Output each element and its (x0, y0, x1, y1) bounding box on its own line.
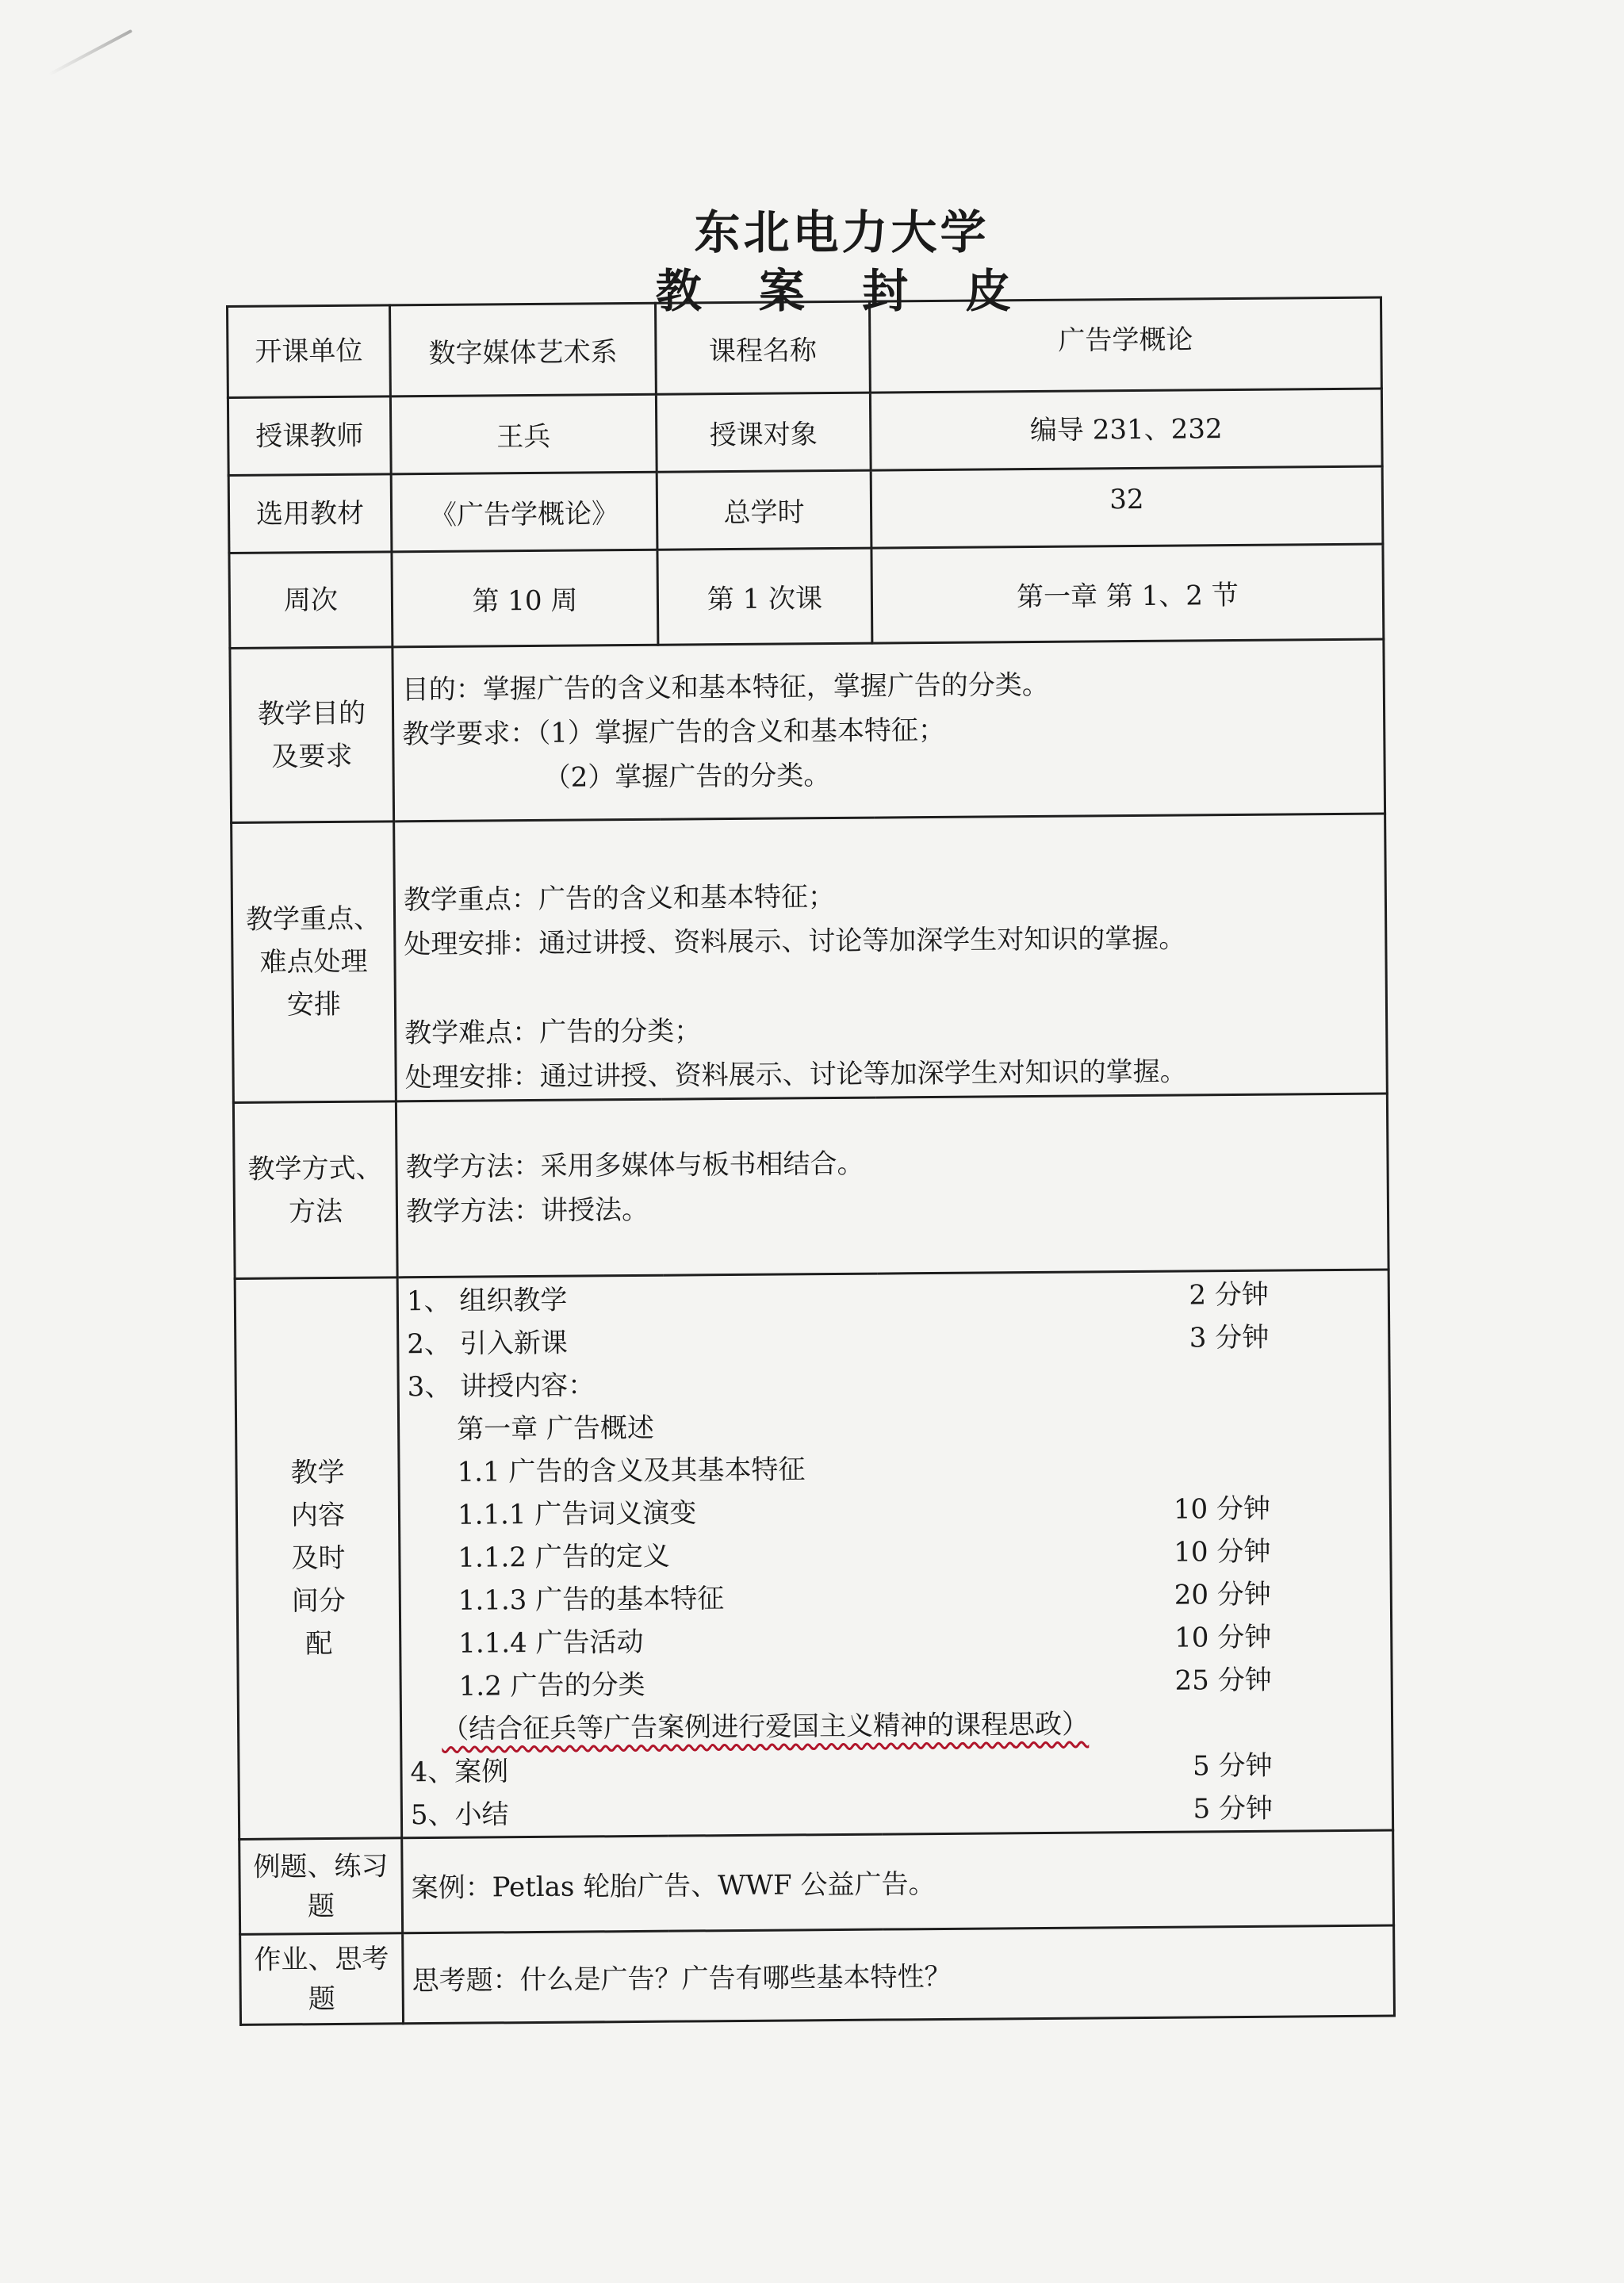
row-methods (233, 1094, 1388, 1278)
row-homework (240, 1925, 1395, 2024)
homework-content: 思考题：什么是广告？广告有哪些基本特性？ (403, 1925, 1395, 2024)
audience-value: 编导 231、232 (870, 389, 1382, 470)
schedule-item-text: 1.1.3 广告的基本特征 (458, 1583, 725, 1617)
hours-value: 32 (871, 466, 1383, 548)
examples-label-line: 例题、练习 (253, 1849, 389, 1883)
schedule-item (409, 1572, 1382, 1623)
key-point-line: 教学难点：广告的分类； (404, 1015, 702, 1050)
schedule-item-text: 5、小结 (410, 1798, 509, 1832)
objectives-label-line: 及要求 (271, 740, 353, 773)
content-label-line: 间分 (291, 1584, 346, 1618)
row-content (235, 1270, 1393, 1839)
ideology-annotation: （结合征兵等广告案例进行爱国主义精神的课程思政） (441, 1708, 1090, 1745)
schedule-item-time (1161, 1732, 1272, 1733)
content-label-line: 配 (305, 1627, 333, 1661)
schedule-item-text: 2、 引入新课 (407, 1327, 568, 1361)
hours-label: 总学时 (657, 470, 871, 550)
key-point-line: 处理安排：通过讲授、资料展示、讨论等加深学生对知识的掌握。 (404, 922, 1186, 961)
row-department (228, 297, 1382, 397)
schedule-item (408, 1358, 1381, 1409)
course-label: 课程名称 (655, 301, 870, 394)
schedule-item-text: 1.2 广告的分类 (458, 1668, 645, 1703)
textbook-value: 《广告学概论》 (391, 472, 657, 552)
objectives-content (393, 639, 1385, 822)
method-line: 教学方法：采用多媒体与板书相结合。 (405, 1147, 864, 1183)
row-teacher (228, 389, 1382, 475)
schedule-item-time (1159, 1432, 1270, 1433)
objective-line: 教学要求：（1）掌握广告的含义和基本特征； (402, 714, 946, 750)
schedule-item-time: 5 分钟 (1193, 1792, 1274, 1825)
examples-label-line: 题 (307, 1890, 335, 1922)
key-points-label-line: 安排 (286, 988, 342, 1021)
objective-line: 目的：掌握广告的含义和基本特征，掌握广告的分类。 (401, 668, 1049, 706)
schedule-item-time: 10 分钟 (1174, 1621, 1272, 1654)
schedule-item (408, 1530, 1381, 1580)
schedule-item-text: 第一章 广告概述 (456, 1412, 655, 1446)
methods-content (396, 1094, 1388, 1277)
schedule-item-time: 10 分钟 (1173, 1492, 1271, 1526)
key-point-line: 处理安排：通过讲授、资料展示、讨论等加深学生对知识的掌握。 (404, 1055, 1187, 1094)
pen-mark (48, 29, 132, 76)
content-label (235, 1277, 402, 1840)
schedule-item (408, 1444, 1381, 1495)
week-value: 第 10 周 (392, 550, 658, 647)
schedule-item-time: 5 分钟 (1192, 1749, 1273, 1783)
schedule-item (407, 1316, 1380, 1366)
schedule-item (409, 1615, 1382, 1666)
methods-label (233, 1101, 397, 1279)
schedule-item-time: 2 分钟 (1189, 1278, 1269, 1312)
row-key-points (232, 814, 1388, 1102)
teacher-value: 王兵 (390, 394, 657, 474)
dept-value: 数字媒体艺术系 (390, 303, 657, 396)
schedule-item-text: 1、 组织教学 (406, 1284, 568, 1318)
lesson-plan-table (226, 297, 1396, 2026)
schedule-item-text: 1.1 广告的含义及其基本特征 (457, 1454, 806, 1488)
method-line: 教学方法：讲授法。 (405, 1193, 649, 1228)
lesson-plan-sheet (226, 297, 1393, 2015)
content-label-line: 及时 (291, 1542, 346, 1575)
schedule-item (410, 1744, 1383, 1795)
schedule-item-text: 4、案例 (410, 1756, 509, 1789)
row-objectives (230, 639, 1385, 822)
row-textbook (228, 466, 1383, 553)
key-points-content (394, 814, 1388, 1101)
examples-content: 案例：Petlas 轮胎广告、WWF 公益广告。 (402, 1830, 1394, 1933)
homework-label-line: 题 (308, 1982, 335, 2015)
schedule-item (411, 1787, 1384, 1837)
schedule-item-time: 25 分钟 (1174, 1664, 1272, 1697)
homework-label (240, 1933, 404, 2025)
key-points-label-line: 难点处理 (259, 945, 368, 979)
objectives-label (230, 647, 394, 823)
content-label-line: 内容 (290, 1499, 346, 1532)
schedule-item (408, 1401, 1381, 1452)
university-title: 东北电力大学 (694, 205, 990, 259)
course-value: 广告学概论 (869, 297, 1381, 393)
lesson-label: 第 1 次课 (657, 548, 872, 645)
schedule-item (408, 1487, 1381, 1538)
schedule-item-annotation (410, 1701, 1383, 1752)
textbook-label: 选用教材 (228, 474, 392, 554)
dept-label: 开课单位 (228, 305, 391, 398)
schedule-item-text: 1.1.2 广告的定义 (458, 1540, 670, 1574)
teacher-label: 授课教师 (228, 396, 391, 476)
row-examples (239, 1830, 1394, 1934)
methods-label-line: 教学方式、 (247, 1151, 383, 1186)
schedule-item-time: 20 分钟 (1174, 1578, 1271, 1611)
homework-label-line: 作业、思考 (254, 1942, 389, 1976)
schedule-item-text: 1.1.1 广告词义演变 (457, 1497, 697, 1531)
audience-label: 授课对象 (656, 393, 871, 472)
objective-line: （2）掌握广告的分类。 (543, 759, 831, 794)
key-points-label (232, 822, 396, 1103)
content-schedule (397, 1270, 1393, 1838)
schedule-item (407, 1273, 1380, 1323)
schedule-item-time: 10 分钟 (1174, 1535, 1271, 1569)
row-week (229, 544, 1384, 648)
schedule-item-text: 3、 讲授内容： (407, 1369, 596, 1404)
schedule-item-time (1159, 1389, 1270, 1390)
methods-label-line: 方法 (288, 1195, 343, 1228)
schedule-item-time: 3 分钟 (1189, 1321, 1270, 1354)
lesson-value: 第一章 第 1、2 节 (871, 544, 1384, 643)
examples-label (239, 1838, 403, 1935)
objectives-label-line: 教学目的 (257, 697, 366, 730)
schedule-item (409, 1658, 1382, 1709)
content-label-line: 教学 (290, 1456, 345, 1489)
key-point-line: 教学重点：广告的含义和基本特征； (403, 880, 836, 917)
document-title: 教 案 封 皮 (655, 264, 1032, 318)
week-label: 周次 (229, 552, 393, 649)
schedule-item-text: 1.1.4 广告活动 (458, 1626, 644, 1660)
schedule-item-time (1159, 1475, 1270, 1476)
key-points-label-line: 教学重点、 (245, 902, 381, 936)
